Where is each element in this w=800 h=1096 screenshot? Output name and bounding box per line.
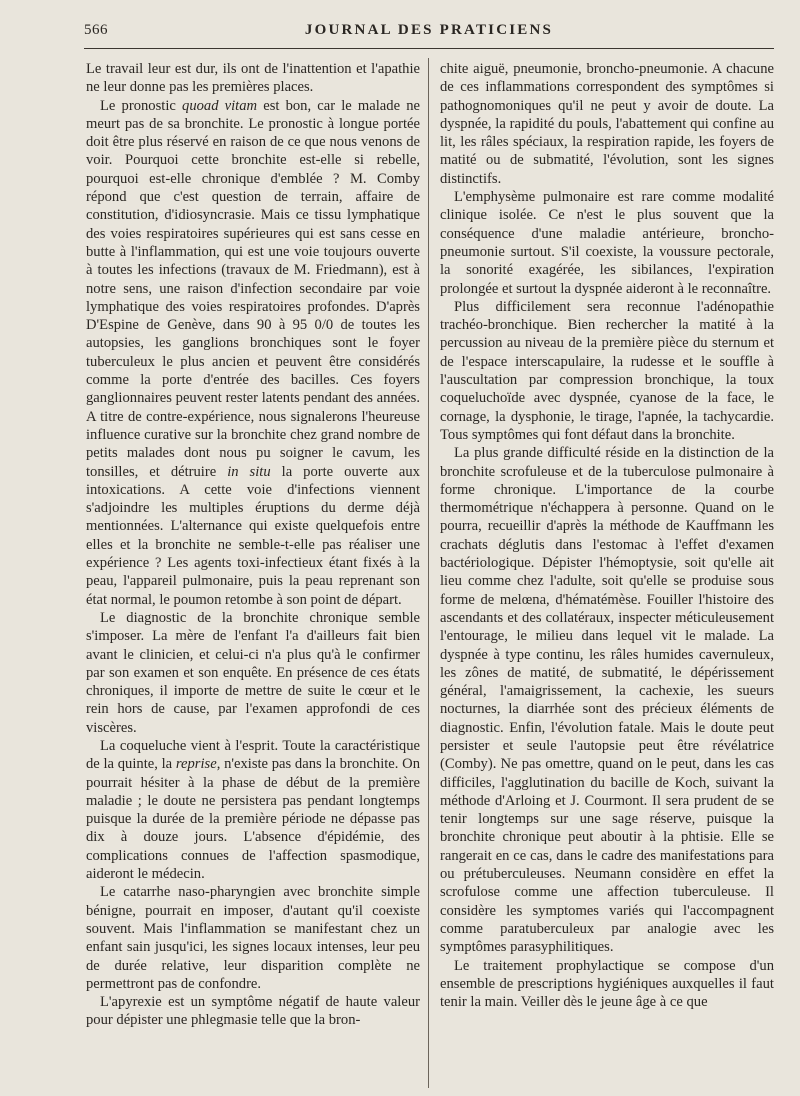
italic-term: quoad vitam bbox=[182, 97, 258, 114]
italic-term: reprise bbox=[175, 756, 217, 773]
page-header bbox=[84, 20, 774, 46]
italic-term: in situ bbox=[227, 463, 271, 480]
paragraph-text: , n'existe pas dans la bronchite. On pourrait hésiter à la phase de début de la première maladie ; le doute ne persistera pas pendant longtemps puisque la durée de la première période ne dépasse pas dix à douze jours. L'absence d'épidémie, des complications connues de l'affection spasmodique, aideront le médecin. bbox=[86, 756, 420, 883]
journal-title: JOURNAL DES PRATICIENS bbox=[304, 22, 554, 38]
left-column bbox=[86, 60, 420, 1090]
paragraph: L'apyrexie est un symptôme négatif de haute valeur pour dépister une phlegmasie telle que la bron- bbox=[86, 994, 420, 1029]
paragraph-text: est bon, car le malade ne meurt pas de sa bronchite. Le pronostic à longue portée doit être plus réservé en raison de ce que nous venons de voir. Pourquoi cette bronchite est-elle si rebelle, pourquoi est-elle chronique d'emblée ? M. Comby répond que c'est question de terrain, affaire de constitution, d'idiosyncrasie. Mais ce tissu lymphatique des voies respiratoires supérieures qui est sans cesse en butte à l'inflammation, qui est une voie toujours ouverte à toutes les infections (travaux de M. Friedmann), est à notre sens, une raison d'infection secondaire par voie lymphatique des voies respiratoires profondes. D'après D'Espine de Genève, dans 90 à 95 0/0 de toutes les autopsies, les ganglions bronchiques sont le foyer tuberculeux le plus ancien et peuvent être considérés comme la porte d'entrée des bacilles. Ces foyers ganglionnaires peuvent rester latents pendant des années. A titre de contre-expérience, nous signalerons l'heureuse influence curative sur la bronchite chez grand nombre de petits malades dont nous pu soigner le cavum, les tonsilles, et détruire bbox=[86, 97, 420, 480]
column-divider bbox=[428, 58, 429, 1088]
paragraph: Plus difficilement sera reconnue l'adénopathie trachéo-bronchique. Bien rechercher la matité à la percussion au niveau de la première pièce du sternum et de l'espace interscapulaire, la rudesse et le souffle à l'auscultation par compression bronchique, la toux coqueluchoïde avec dyspnée, cyanose de la face, le cornage, la dysphonie, le tirage, l'apnée, la tachycardie. Tous symptômes qui font défaut dans la bronchite. bbox=[440, 298, 774, 443]
paragraph-text: La coqueluche vient à l'esprit. Toute la caractéristique de la quinte, la bbox=[86, 737, 420, 773]
paragraph: L'emphysème pulmonaire est rare comme modalité clinique isolée. Ce n'est le plus souvent que la conséquence d'une maladie antérieure, broncho-pneumonie surtout. S'il coexiste, la voussure pectorale, la sonorité exagérée, les sibilances, l'expiration prolongée et surtout la dyspnée aideront à le reconnaître. bbox=[440, 189, 774, 297]
paragraph bbox=[86, 97, 420, 609]
paragraph bbox=[86, 737, 420, 883]
paragraph: La plus grande difficulté réside en la distinction de la bronchite scrofuleuse et de la tuberculose pulmonaire à forme chronique. L'importance de la courbe thermométrique n'échappera à personne. Quand on le pourra, recueillir d'après la méthode de Kauffmann les crachats déglutis dans l'estomac à l'effet d'examen bactériologique. Dépister l'hémoptysie, soit qu'elle ait lieu comme chez l'adulte, soit qu'elle se produise sous forme de melœna, d'hématémèse. Fouiller l'histoire des ascendants et des collatéraux, inspecter méticuleusement l'entourage, le milieu dans lequel vit le malade. La dyspnée à type continu, les râles humides cavernuleux, les zônes de matité, de submatité, le dépérissement général, l'amaigrissement, la cachexie, les sueurs nocturnes, la diarrhée sont des précieux éléments de diagnostic. Enfin, l'évolution fatale. Mais le doute peut persister et seule l'autopsie peut être révélatrice (Comby). Ne pas omettre, quand on le peut, dans les cas difficiles, l'agglutination du bacille de Koch, suivant la méthode d'Arloing et J. Courmont. Il sera prudent de se tenir longtemps sur une sage réserve, puisque la bronchite chronique peut aboutir à la phtisie. Elle se rangerait en ce cas, dans le cadre des manifestations para ou prétuberculeuses. Neumann considère en effet la scrofulose comme une affection tuberculeuse. Il considère les symptomes variés qui l'accompagnent comme paratuberculeux par analogie avec les symptômes parasyphilitiques. bbox=[440, 445, 774, 956]
right-column bbox=[440, 60, 774, 1090]
paragraph: Le traitement prophylactique se compose d'un ensemble de prescriptions hygiéniques auxquelles il faut tenir la main. Veiller dès le jeune âge à ce que bbox=[440, 957, 774, 1011]
header-rule bbox=[84, 48, 774, 49]
paragraph-text: la porte ouverte aux intoxications. A cette voie d'infections viennent s'adjoindre les multiples éruptions du derme déjà mentionnées. L'alternance qui existe quelquefois entre elles et la bronchite ne semble-t-elle pas réaliser une expérience ? Les agents toxi-infectieux étant fixés à la peau, l'appareil pulmonaire, puis la peau reprenant son état normal, le poumon retombe à son point de départ. bbox=[86, 463, 420, 608]
paragraph: Le travail leur est dur, ils ont de l'inattention et l'apathie ne leur donne pas les premières places. bbox=[86, 61, 420, 96]
paragraph: Le diagnostic de la bronchite chronique semble s'imposer. La mère de l'enfant l'a d'ailleurs fait bien avant le clinicien, et celui-ci n'a plus qu'à le confirmer par son examen et son enquête. En présence de ces états chroniques, il importe de mettre de suite le cœur et le rein hors de cause, par l'examen approfondi de ces viscères. bbox=[86, 609, 420, 736]
paragraph-text: Le pronostic bbox=[100, 97, 183, 114]
paragraph: Le catarrhe naso-pharyngien avec bronchite simple bénigne, pourrait en imposer, d'autant qu'il coexiste souvent. Mais l'inflammation se manifestant chez un enfant sain jusqu'ici, les signes locaux intenses, leur peu de durée relative, leur disparition complète ne permettront pas de confondre. bbox=[86, 884, 420, 992]
page-number: 566 bbox=[84, 22, 108, 38]
paragraph: chite aiguë, pneumonie, broncho-pneumonie. A chacune de ces inflammations correspondent des symptômes si pathognomoniques qu'il ne peut y avoir de doute. La dyspnée, la rapidité du pouls, l'abattement qui confine au lit, les râles spéciaux, la respiration rapide, les foyers de matité ou de submatité, l'évolution, sont les signes distinctifs. bbox=[440, 61, 774, 187]
